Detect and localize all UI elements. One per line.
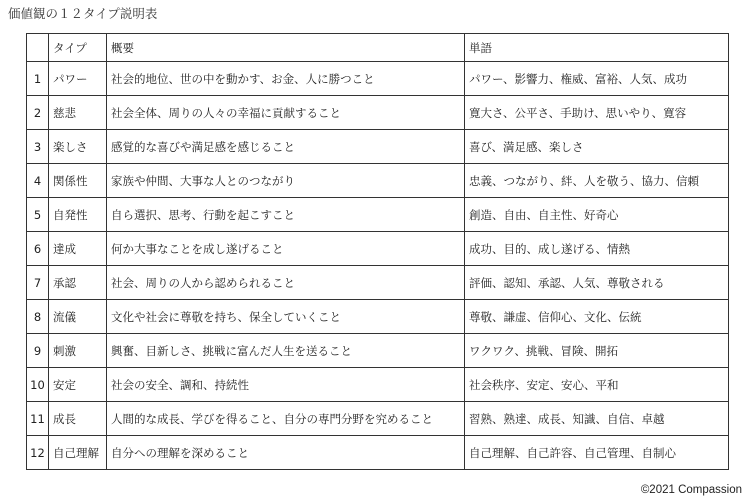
row-type: 承認	[49, 266, 107, 300]
row-words: 習熟、熟達、成長、知識、自信、卓越	[465, 402, 729, 436]
header-row	[27, 34, 729, 62]
table-row	[27, 164, 729, 198]
table-row	[27, 402, 729, 436]
value-types-table	[26, 33, 729, 470]
header-number	[27, 34, 49, 62]
row-type: 楽しさ	[49, 130, 107, 164]
row-type: 慈悲	[49, 96, 107, 130]
table-row	[27, 62, 729, 96]
row-summary: 社会、周りの人から認められること	[107, 266, 465, 300]
table-body	[27, 62, 729, 470]
row-summary: 社会的地位、世の中を動かす、お金、人に勝つこと	[107, 62, 465, 96]
row-words: 社会秩序、安定、安心、平和	[465, 368, 729, 402]
row-summary: 社会の安全、調和、持続性	[107, 368, 465, 402]
page-title: 価値観の１２タイプ説明表	[8, 6, 158, 21]
row-words: 尊敬、謙虚、信仰心、文化、伝統	[465, 300, 729, 334]
row-type: パワー	[49, 62, 107, 96]
table-row	[27, 96, 729, 130]
table-row	[27, 198, 729, 232]
table-header	[27, 34, 729, 62]
row-summary: 文化や社会に尊敬を持ち、保全していくこと	[107, 300, 465, 334]
row-summary: 自分への理解を深めること	[107, 436, 465, 470]
row-words: パワー、影響力、権威、富裕、人気、成功	[465, 62, 729, 96]
row-type: 自己理解	[49, 436, 107, 470]
row-number: 4	[27, 164, 49, 198]
table-row	[27, 368, 729, 402]
table-row	[27, 436, 729, 470]
row-number: 5	[27, 198, 49, 232]
row-number: 3	[27, 130, 49, 164]
table-row	[27, 334, 729, 368]
row-number: 10	[27, 368, 49, 402]
row-words: ワクワク、挑戦、冒険、開拓	[465, 334, 729, 368]
row-number: 11	[27, 402, 49, 436]
row-words: 創造、自由、自主性、好奇心	[465, 198, 729, 232]
row-words: 成功、目的、成し遂げる、情熱	[465, 232, 729, 266]
table-row	[27, 232, 729, 266]
row-number: 9	[27, 334, 49, 368]
row-type: 達成	[49, 232, 107, 266]
row-summary: 人間的な成長、学びを得ること、自分の専門分野を究めること	[107, 402, 465, 436]
row-number: 12	[27, 436, 49, 470]
row-words: 評価、認知、承認、人気、尊敬される	[465, 266, 729, 300]
row-summary: 自ら選択、思考、行動を起こすこと	[107, 198, 465, 232]
row-summary: 家族や仲間、大事な人とのつながり	[107, 164, 465, 198]
row-type: 関係性	[49, 164, 107, 198]
row-type: 安定	[49, 368, 107, 402]
row-summary: 興奮、目新しさ、挑戦に富んだ人生を送ること	[107, 334, 465, 368]
row-type: 自発性	[49, 198, 107, 232]
row-words: 喜び、満足感、楽しさ	[465, 130, 729, 164]
row-summary: 感覚的な喜びや満足感を感じること	[107, 130, 465, 164]
row-number: 7	[27, 266, 49, 300]
row-number: 6	[27, 232, 49, 266]
row-number: 1	[27, 62, 49, 96]
row-number: 2	[27, 96, 49, 130]
row-summary: 何か大事なことを成し遂げること	[107, 232, 465, 266]
row-type: 流儀	[49, 300, 107, 334]
row-type: 刺激	[49, 334, 107, 368]
row-words: 寛大さ、公平さ、手助け、思いやり、寛容	[465, 96, 729, 130]
table-row	[27, 130, 729, 164]
copyright-notice: ©2021 Compassion	[640, 484, 742, 496]
header-summary: 概要	[107, 34, 465, 62]
row-number: 8	[27, 300, 49, 334]
header-words: 単語	[465, 34, 729, 62]
header-type: タイプ	[49, 34, 107, 62]
row-summary: 社会全体、周りの人々の幸福に貢献すること	[107, 96, 465, 130]
row-words: 忠義、つながり、絆、人を敬う、協力、信頼	[465, 164, 729, 198]
row-words: 自己理解、自己許容、自己管理、自制心	[465, 436, 729, 470]
table-row	[27, 266, 729, 300]
table-row	[27, 300, 729, 334]
row-type: 成長	[49, 402, 107, 436]
